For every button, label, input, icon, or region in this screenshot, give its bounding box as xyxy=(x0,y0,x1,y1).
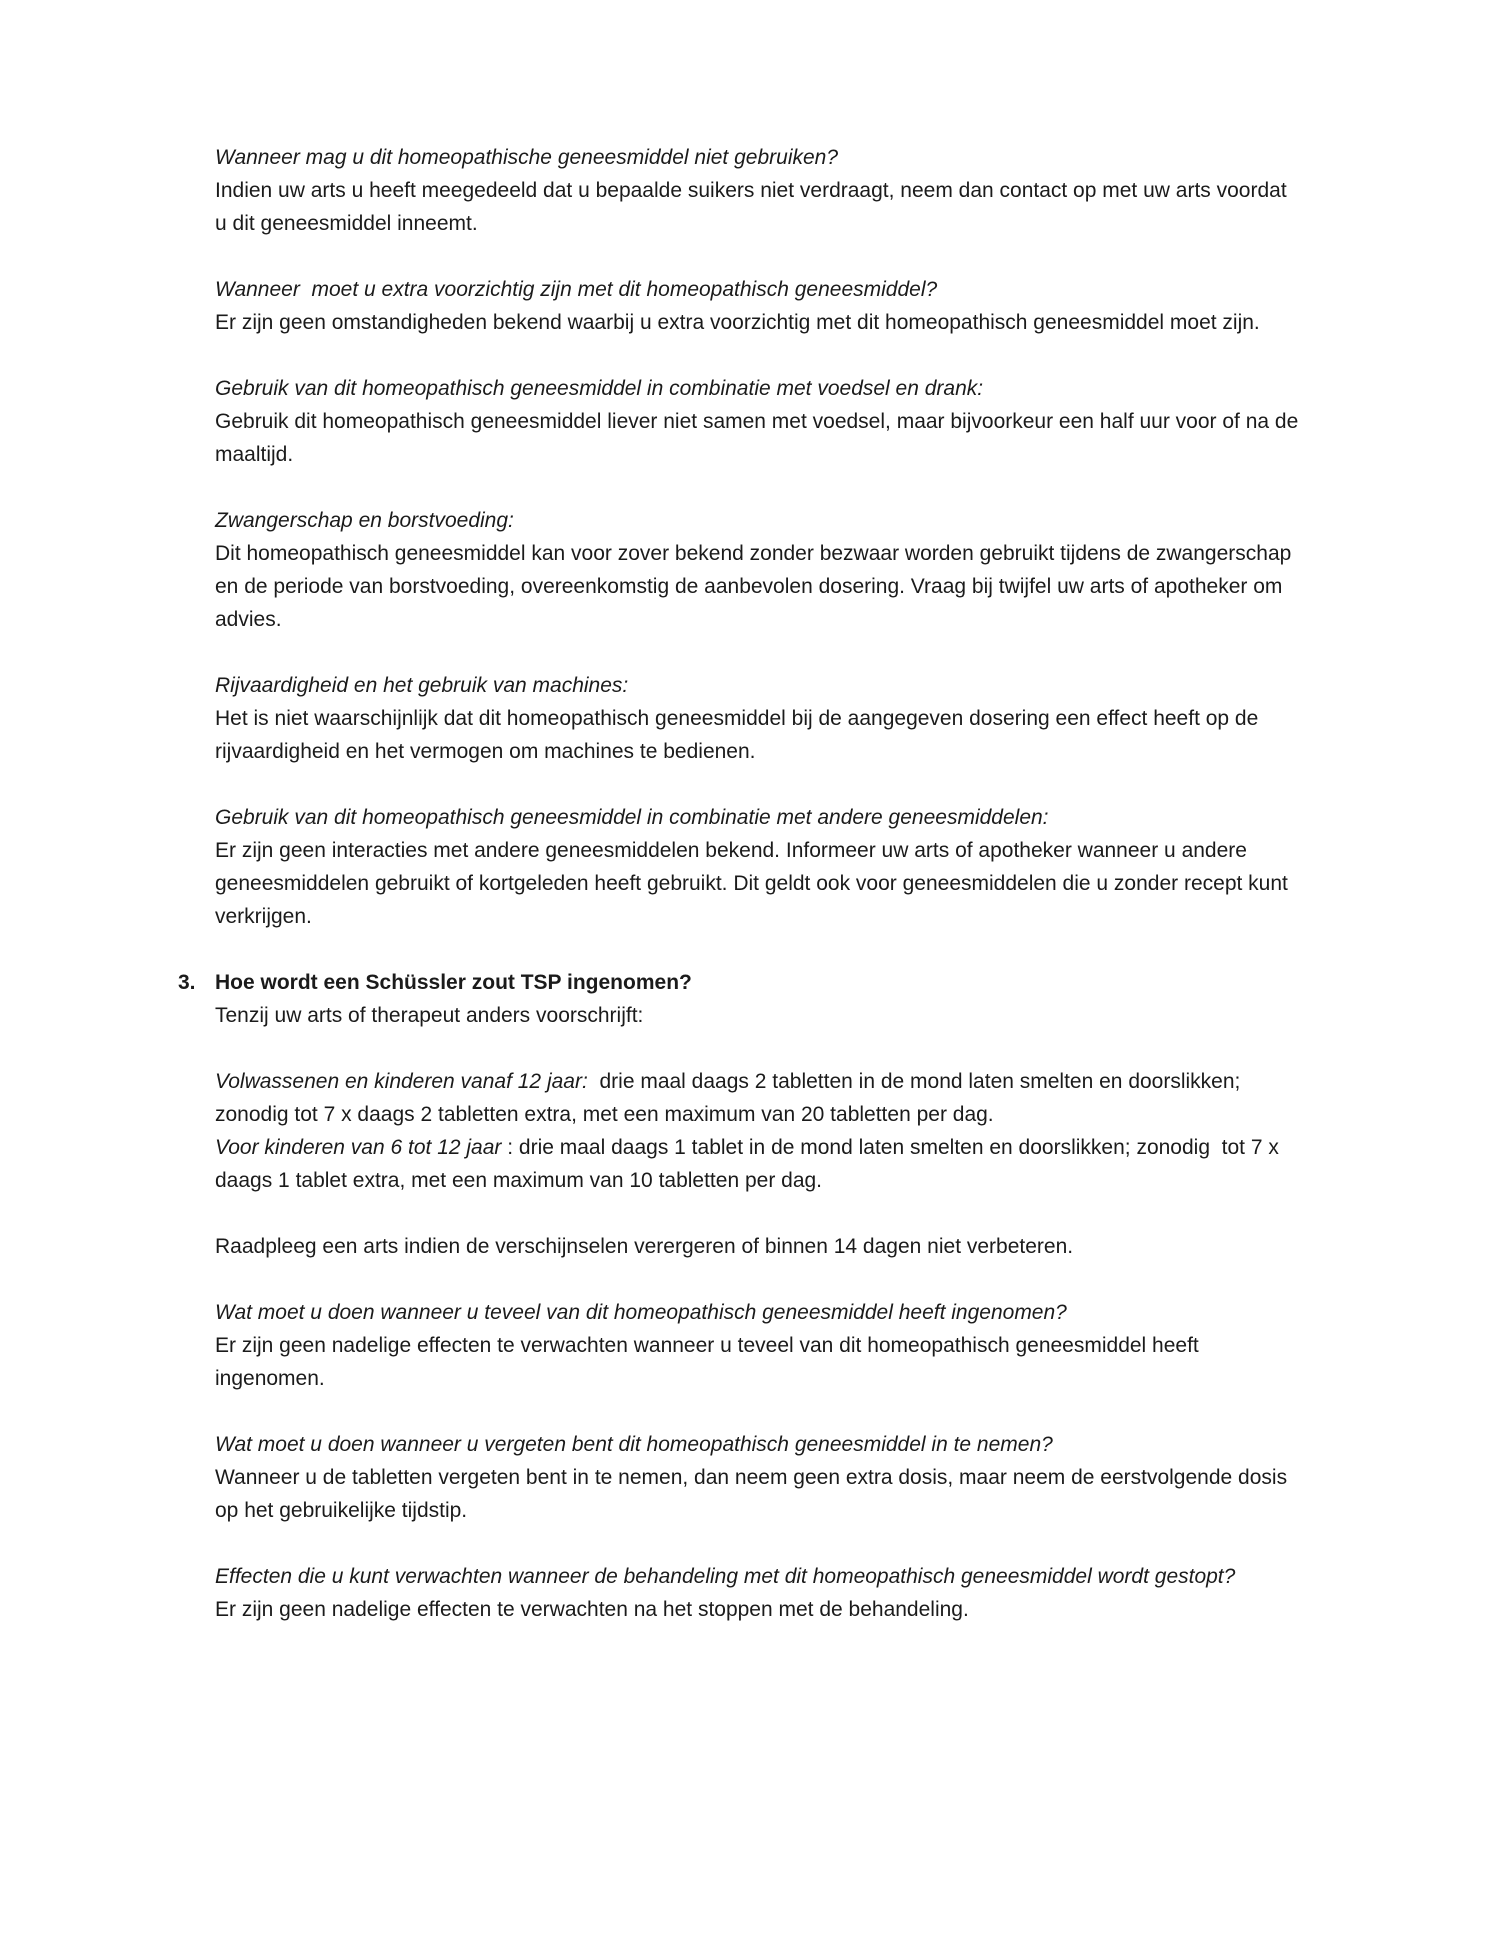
dosage-children-text: : drie maal daags 1 tablet in de mond laten smelten en doorslikken; zonodig tot 7 x daags 1 tablet extra, met een maximum van 10 tabletten per dag. xyxy=(215,1136,1285,1192)
section-behandeling-gestopt xyxy=(215,1560,1300,1626)
section-heading: Gebruik van dit homeopathisch geneesmiddel in combinatie met voedsel en drank: xyxy=(215,377,984,400)
advice-block xyxy=(215,1230,1300,1263)
section-heading: Wanneer mag u dit homeopathische geneesmiddel niet gebruiken? xyxy=(215,146,839,169)
section-heading: Wanneer moet u extra voorzichtig zijn met dit homeopathisch geneesmiddel? xyxy=(215,278,938,301)
section-body: Er zijn geen omstandigheden bekend waarbij u extra voorzichtig met dit homeopathisch geneesmiddel moet zijn. xyxy=(215,311,1260,334)
section-body: Er zijn geen interacties met andere geneesmiddelen bekend. Informeer uw arts of apotheker wanneer u andere geneesmiddelen gebruikt of kortgeleden heeft gebruikt. Dit geldt ook voor geneesmiddelen die u zonder recept kunt verkrijgen. xyxy=(215,839,1294,928)
section-heading: Wat moet u doen wanneer u teveel van dit homeopathisch geneesmiddel heeft ingenomen? xyxy=(215,1301,1067,1324)
dosage-adults xyxy=(215,1065,1300,1131)
dosage-children-label: Voor kinderen van 6 tot 12 jaar xyxy=(215,1136,502,1159)
section-andere-geneesmiddelen xyxy=(215,801,1300,933)
section-body: Er zijn geen nadelige effecten te verwachten wanneer u teveel van dit homeopathisch geneesmiddel heeft ingenomen. xyxy=(215,1334,1205,1390)
section-heading: Zwangerschap en borstvoeding: xyxy=(215,509,514,532)
numbered-section-intro: Tenzij uw arts of therapeut anders voorschrijft: xyxy=(215,1004,644,1027)
list-number: 3. xyxy=(178,971,196,994)
section-heading: Effecten die u kunt verwachten wanneer de behandeling met dit homeopathisch geneesmiddel wordt gestopt? xyxy=(215,1565,1236,1588)
advice-text: Raadpleeg een arts indien de verschijnselen verergeren of binnen 14 dagen niet verbeteren. xyxy=(215,1235,1074,1258)
section-body: Gebruik dit homeopathisch geneesmiddel liever niet samen met voedsel, maar bijvoorkeur een half uur voor of na de maaltijd. xyxy=(215,410,1305,466)
dosage-block xyxy=(215,1065,1300,1197)
section-rijvaardigheid xyxy=(215,669,1300,768)
section-voedsel-drank xyxy=(215,372,1305,471)
section-heading: Rijvaardigheid en het gebruik van machines: xyxy=(215,674,629,697)
section-heading: Wat moet u doen wanneer u vergeten bent dit homeopathisch geneesmiddel in te nemen? xyxy=(215,1433,1053,1456)
section-heading: Gebruik van dit homeopathisch geneesmiddel in combinatie met andere geneesmiddelen: xyxy=(215,806,1049,829)
section-body: Wanneer u de tabletten vergeten bent in te nemen, dan neem geen extra dosis, maar neem de eerstvolgende dosis op het gebruikelijke tijdstip. xyxy=(215,1466,1293,1522)
section-body: Het is niet waarschijnlijk dat dit homeopathisch geneesmiddel bij de aangegeven dosering een effect heeft op de rijvaardigheid en het vermogen om machines te bedienen. xyxy=(215,707,1265,763)
section-niet-gebruiken xyxy=(215,141,1300,240)
section-zwangerschap xyxy=(215,504,1300,636)
section-body: Er zijn geen nadelige effecten te verwachten na het stoppen met de behandeling. xyxy=(215,1598,969,1621)
dosage-adults-label: Volwassenen en kinderen vanaf 12 jaar: xyxy=(215,1070,588,1093)
dosage-children xyxy=(215,1131,1300,1197)
section-extra-voorzichtig xyxy=(215,273,1300,339)
dosage-adults-text: drie maal daags 2 tabletten in de mond laten smelten en doorslikken; zonodig tot 7 x daags 2 tabletten extra, met een maximum van 20 tabletten per dag. xyxy=(215,1070,1247,1126)
section-teveel-ingenomen xyxy=(215,1296,1300,1395)
numbered-heading-title: Hoe wordt een Schüssler zout TSP ingenomen? xyxy=(215,971,692,994)
section-body: Dit homeopathisch geneesmiddel kan voor zover bekend zonder bezwaar worden gebruikt tijdens de zwangerschap en de periode van borstvoeding, overeenkomstig de aanbevolen dosering. Vraag bij twijfel uw arts of apotheker om advies. xyxy=(215,542,1298,631)
numbered-section-3 xyxy=(178,966,1300,1032)
numbered-heading xyxy=(178,966,1300,999)
section-body: Indien uw arts u heeft meegedeeld dat u bepaalde suikers niet verdraagt, neem dan contact op met uw arts voordat u dit geneesmiddel inneemt. xyxy=(215,179,1293,235)
section-vergeten xyxy=(215,1428,1300,1527)
